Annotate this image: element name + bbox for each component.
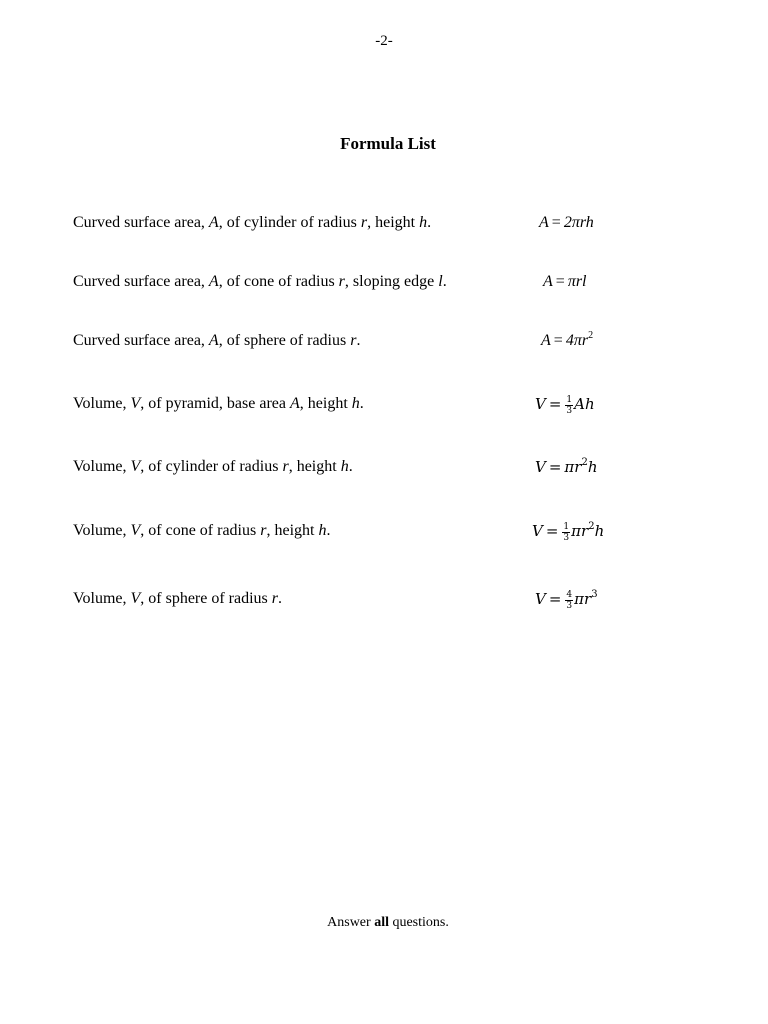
formula-expression: $V = \pi r^2h$	[535, 457, 598, 476]
formula-expression: A = πrl	[543, 273, 587, 290]
formula-expression: A = 2πrh	[539, 214, 594, 231]
formula-expression: V = $\frac{1}{3}$ $\pi r^2h$	[532, 521, 605, 543]
formula-description: Volume, V, of cone of radius r, height h.	[73, 522, 331, 539]
fraction: $\frac{1}{3}$	[566, 394, 573, 416]
page-title: Formula List	[340, 134, 436, 153]
fraction: $\frac{1}{3}$	[563, 521, 570, 543]
formula-description: Volume, V, of sphere of radius r.	[73, 590, 283, 607]
page-number: -2-	[375, 33, 393, 49]
formula-description: Curved surface area, A, of cone of radius r, sloping edge l.	[73, 273, 447, 290]
formula-description: Volume, V, of pyramid, base area A, height h.	[73, 395, 364, 412]
instructions-footer: Answer all questions.	[327, 915, 449, 930]
formula-expression: V = $\frac{1}{3}$ Ah	[535, 394, 595, 416]
formula-description: Curved surface area, A, of sphere of radius r.	[73, 332, 361, 349]
formula-expression: $A = 4\pi r^2$	[541, 330, 594, 349]
formula-description: Curved surface area, A, of cylinder of radius r, height h.	[73, 214, 432, 231]
formula-expression: V = $\frac{4}{3}$ $\pi r^3$	[535, 589, 598, 611]
formula-description: Volume, V, of cylinder of radius r, height h.	[73, 458, 353, 475]
fraction: $\frac{4}{3}$	[566, 589, 573, 611]
